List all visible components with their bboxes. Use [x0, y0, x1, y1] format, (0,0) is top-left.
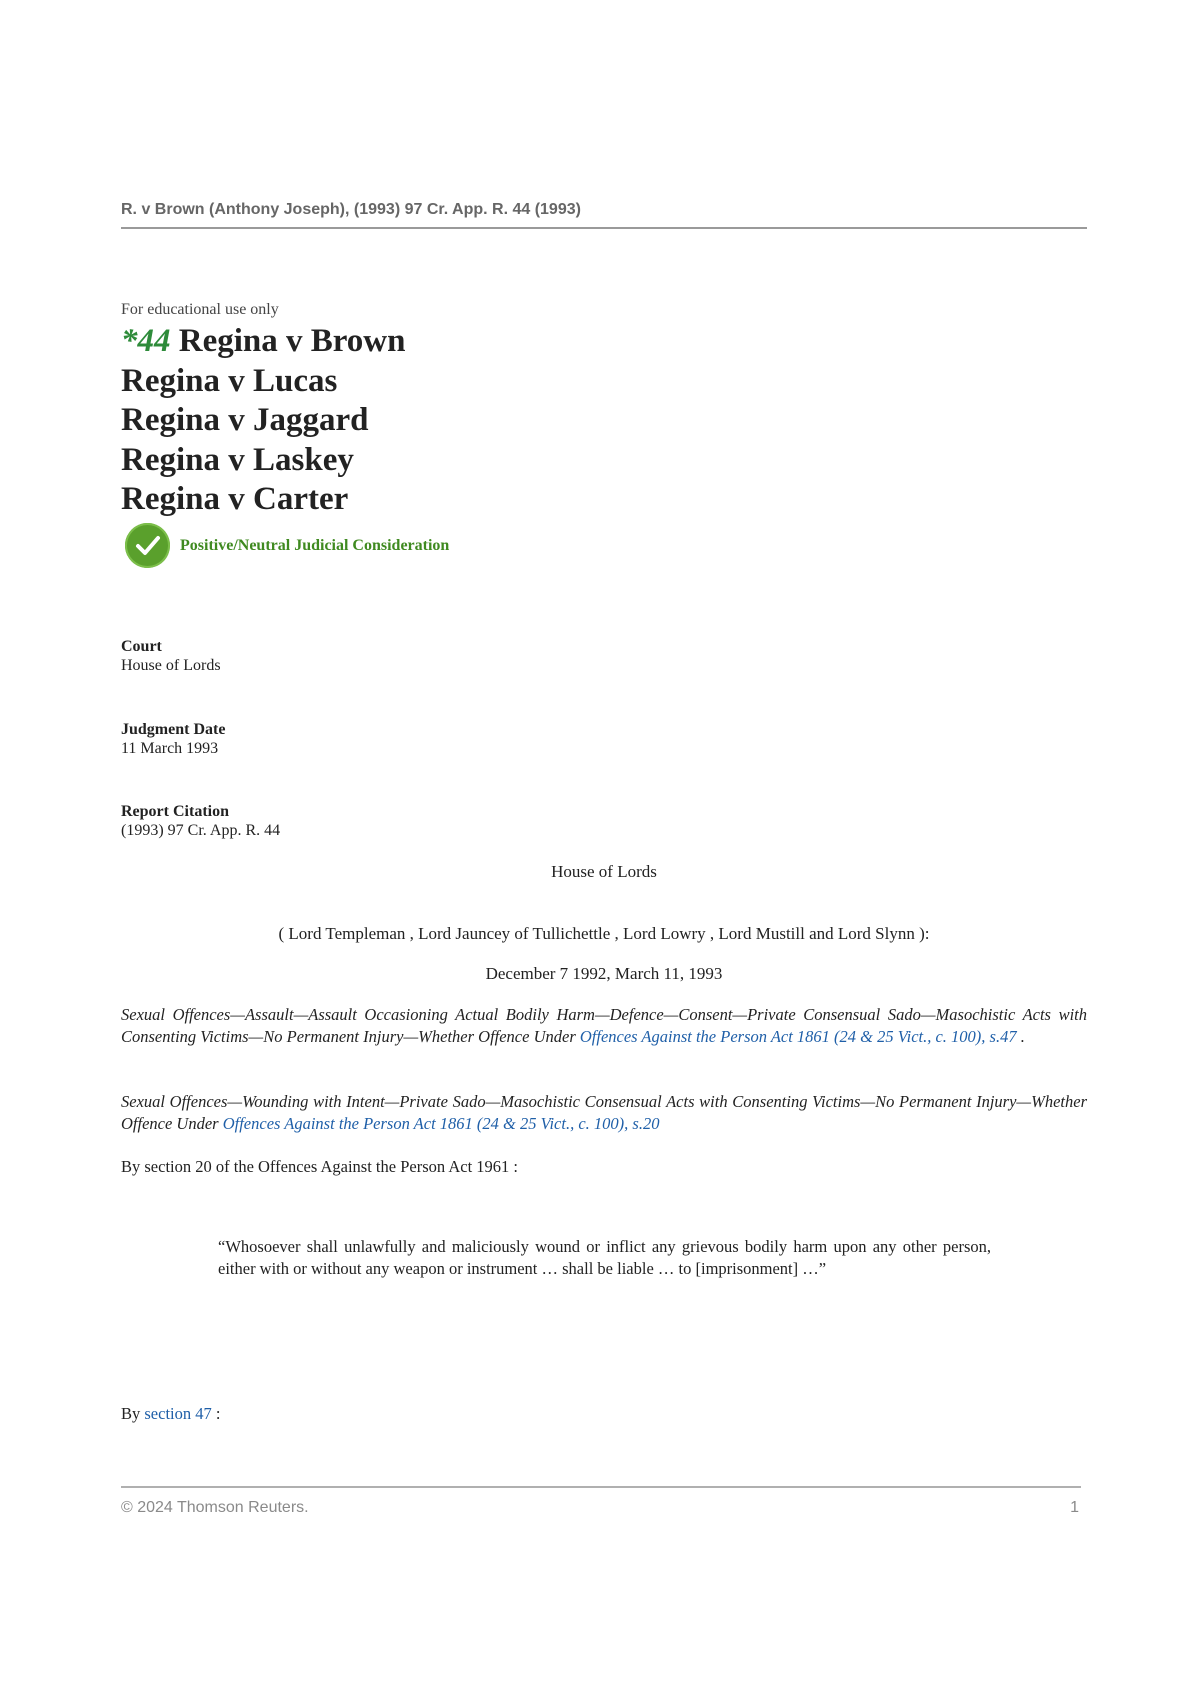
star-page-link[interactable]: *44 [121, 323, 171, 359]
case-title: Regina v Lucas [121, 362, 338, 399]
running-header: R. v Brown (Anthony Joseph), (1993) 97 Cr. App. R. 44 (1993) [121, 201, 581, 218]
judges-line: ( Lord Templeman , Lord Jauncey of Tullichettle , Lord Lowry , Lord Mustill and Lord Slynn ): [278, 924, 930, 943]
case-title: Regina v Laskey [121, 441, 354, 478]
statute-quote: “Whosoever shall unlawfully and maliciously wound or inflict any grievous bodily harm upon any other person, either with or without any weapon or instrument … shall be liable … to [imprisonment] …” [218, 1237, 991, 1278]
judicial-treatment[interactable] [125, 523, 449, 568]
court-label: Court [121, 638, 162, 655]
hearing-dates: December 7 1992, March 11, 1993 [485, 964, 723, 983]
judgment-date-info [121, 720, 225, 758]
header-divider [121, 227, 1087, 229]
section-47-intro [121, 1403, 1087, 1425]
court-heading: House of Lords [551, 862, 657, 881]
educational-use-note: For educational use only [121, 301, 279, 318]
intro-prefix: By [121, 1404, 141, 1423]
intro-suffix: : [211, 1404, 221, 1423]
footer-divider [121, 1486, 1081, 1488]
headnote-2 [121, 1091, 1087, 1135]
judgment-date-label: Judgment Date [121, 721, 226, 738]
treatment-label: Positive/Neutral Judicial Consideration [180, 536, 450, 554]
case-title-text: Regina v Brown [178, 323, 406, 359]
section-47-link[interactable]: section 47 [144, 1404, 212, 1423]
case-title: Regina v Jaggard [121, 402, 369, 438]
report-citation-label: Report Citation [121, 803, 229, 820]
copyright-notice: © 2024 Thomson Reuters. [121, 1499, 309, 1516]
court-info [121, 637, 221, 675]
case-titles [121, 322, 406, 520]
headnote-text: Sexual Offences—Assault—Assault Occasioning Actual Bodily Harm—Defence—Consent—Private Consensual Sado—Masochistic Acts with Consenting Victims—No Permanent Injury—Whether Offence Under [121, 1005, 1087, 1046]
check-icon [125, 523, 170, 568]
headnote-suffix: . [1016, 1027, 1025, 1046]
report-citation-value: (1993) 97 Cr. App. R. 44 [121, 822, 281, 839]
court-value: House of Lords [121, 657, 221, 674]
section-20-intro: By section 20 of the Offences Against the Person Act 1961 : [121, 1157, 519, 1176]
case-title [121, 322, 406, 362]
page-number: 1 [1070, 1499, 1079, 1516]
case-title: Regina v Carter [121, 481, 349, 517]
judgment-date-value: 11 March 1993 [121, 740, 219, 757]
statute-link-s20[interactable]: Offences Against the Person Act 1861 (24 & 25 Vict., c. 100), s.20 [222, 1114, 660, 1133]
report-citation-info [121, 802, 280, 840]
headnote-1 [121, 1004, 1087, 1048]
statute-link-s47[interactable]: Offences Against the Person Act 1861 (24 & 25 Vict., c. 100), s.47 [579, 1027, 1017, 1046]
headnote-text: Sexual Offences—Wounding with Intent—Private Sado—Masochistic Consensual Acts with Consenting Victims—No Permanent Injury—Whether Offence Under [121, 1092, 1087, 1133]
